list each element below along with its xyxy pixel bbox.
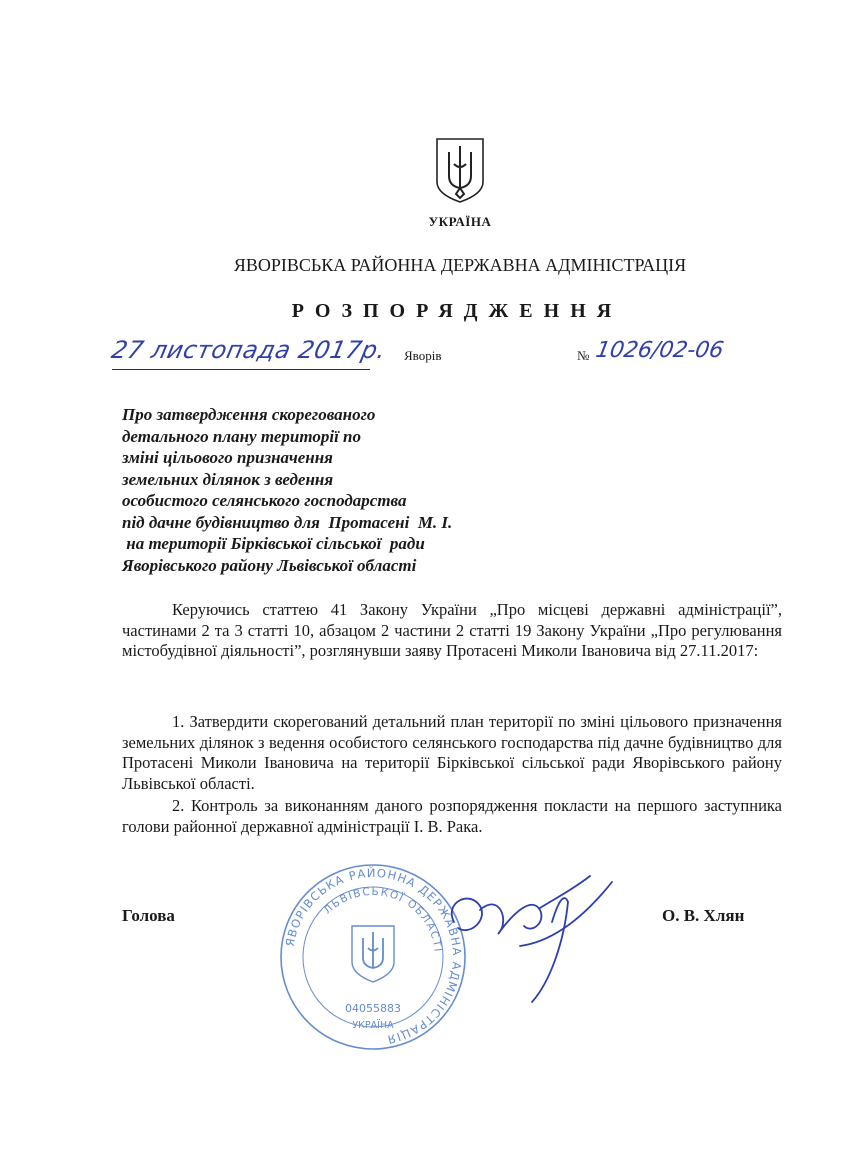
- document-type-title: РОЗПОРЯДЖЕННЯ: [291, 300, 623, 322]
- handwritten-signature: [440, 862, 620, 1012]
- date-underline: [112, 369, 370, 370]
- document-date: 27 листопада 2017р.: [109, 336, 389, 364]
- stamp-country: УКРАЇНА: [352, 1020, 394, 1031]
- subject-line: детального плану території по: [122, 426, 361, 446]
- trident-icon: [434, 136, 486, 204]
- document-number: 1026/02-06: [593, 338, 726, 363]
- subject-line: на території Бірківської сільської ради: [122, 534, 425, 553]
- administration-title: ЯВОРІВСЬКА РАЙОННА ДЕРЖАВНА АДМІНІСТРАЦІЯ: [233, 255, 687, 275]
- subject-line: Яворівського району Львівської області: [122, 555, 417, 575]
- stamp-outer-text: ЯВОРІВСЬКА РАЙОННА ДЕРЖАВНА АДМІНІСТРАЦІЯ: [282, 865, 465, 1047]
- subject-line: Про затвердження скорегованого: [122, 405, 376, 424]
- document-place: Яворів: [404, 348, 442, 363]
- item-1-paragraph: 1. Затвердити скорегований детальний план території по зміні цільового призначення земельних ділянок з ведення особистого селянського господарства під дачне будівництво для Протасені Миколи Івановича на території Бірківської сільської ради Яворівського району Львівської області.: [122, 712, 782, 793]
- subject-line: зміні цільового призначення: [122, 448, 333, 467]
- subject-line: під дачне будівництво для Протасені М. І.: [122, 512, 453, 532]
- subject-block: [122, 404, 452, 576]
- signatory-title: Голова: [122, 906, 175, 925]
- subject-line: особистого селянського господарства: [122, 491, 407, 510]
- country-title: УКРАЇНА: [428, 214, 492, 229]
- preamble-paragraph: Керуючись статтею 41 Закону України „Про місцеві державні адміністрації”, частинами 2 та 3 статті 10, абзацом 2 частини 2 статті 19 Закону України „Про регулювання містобудівної діяльності”, розглянувши заяву Протасені Миколи Івановича від 27.11.2017:: [122, 600, 782, 660]
- subject-line: земельних ділянок з ведення: [122, 469, 334, 489]
- stamp-code: 04055883: [345, 1002, 401, 1015]
- number-label: №: [577, 348, 590, 363]
- stamp-inner-text: ЛЬВІВСЬКОЇ ОБЛАСТІ: [321, 885, 444, 954]
- stamp-trident-icon: [352, 926, 394, 982]
- item-2-paragraph: 2. Контроль за виконанням даного розпорядження покласти на першого заступника голови районної державної адміністрації І. В. Рака.: [122, 796, 782, 836]
- signatory-name: О. В. Хлян: [662, 906, 745, 925]
